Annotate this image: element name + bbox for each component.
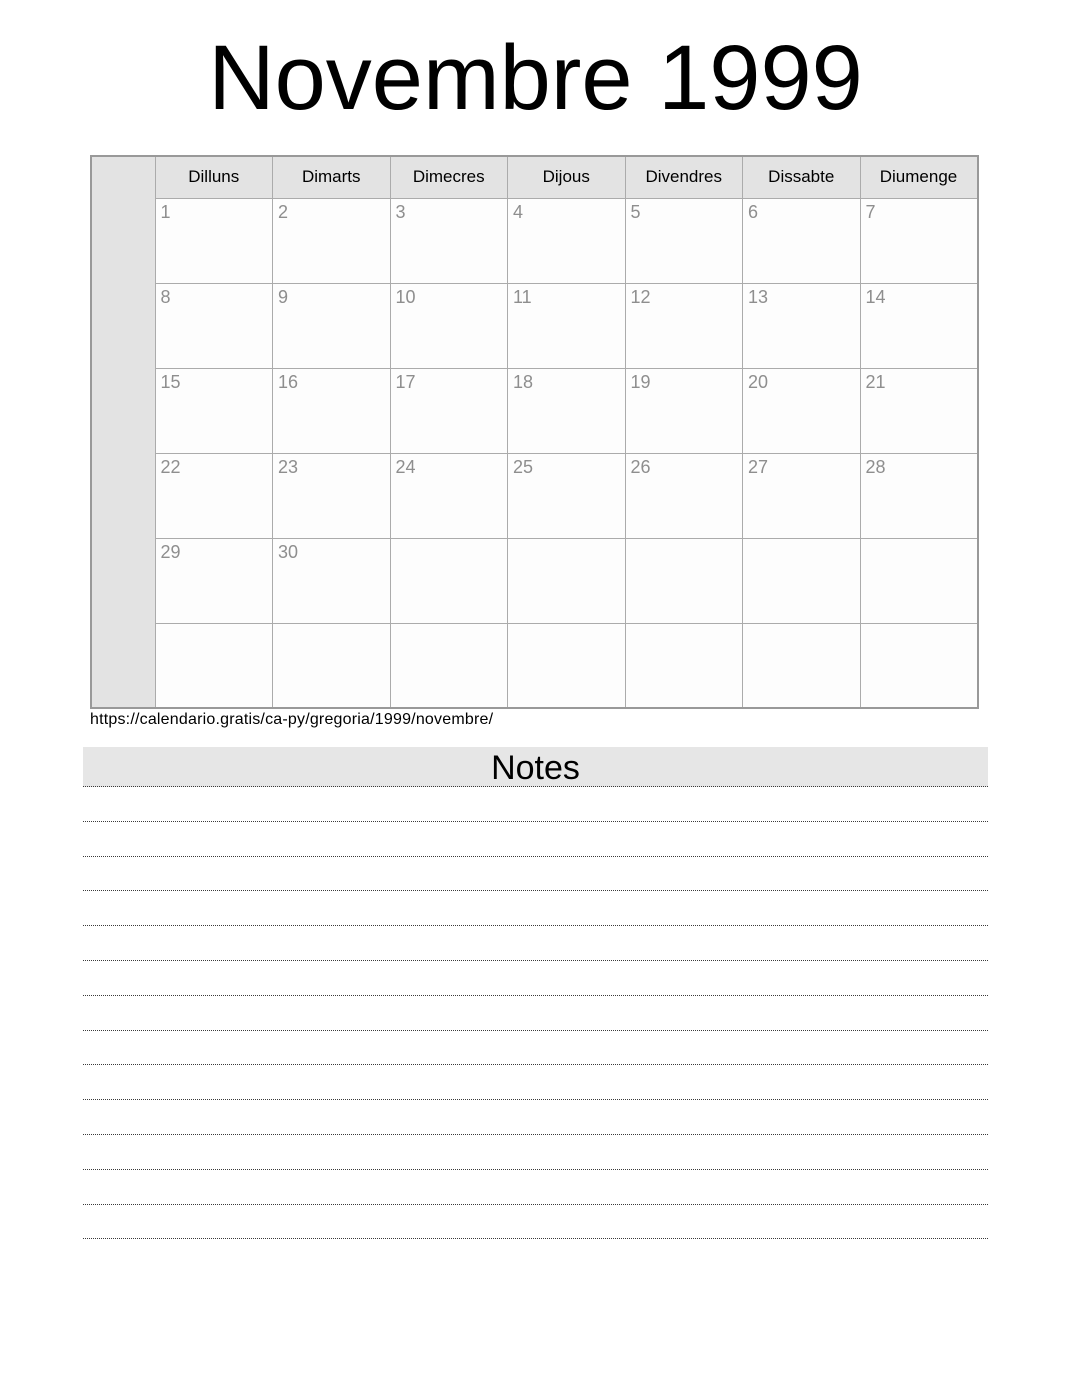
notes-line [83, 1100, 988, 1135]
notes-line [83, 1065, 988, 1100]
week-number-column [91, 156, 155, 708]
day-cell: 11 [508, 283, 626, 368]
day-cell [860, 623, 978, 708]
notes-line [83, 787, 988, 822]
day-cell: 24 [390, 453, 508, 538]
week-row [91, 538, 978, 623]
notes-header [83, 747, 988, 787]
notes-line [83, 926, 988, 961]
day-cell: 26 [625, 453, 743, 538]
day-cell [625, 538, 743, 623]
notes-line [83, 1170, 988, 1205]
day-cell: 10 [390, 283, 508, 368]
day-cell [860, 538, 978, 623]
day-cell: 20 [743, 368, 861, 453]
day-cell: 19 [625, 368, 743, 453]
day-cell: 27 [743, 453, 861, 538]
day-cell [273, 623, 391, 708]
week-row [91, 453, 978, 538]
page-title: Novembre 1999 [208, 27, 863, 129]
notes-line [83, 857, 988, 892]
notes-lines [83, 787, 988, 1239]
day-header-dissabte: Dissabte [743, 156, 861, 198]
day-cell: 25 [508, 453, 626, 538]
day-cell [390, 623, 508, 708]
day-cell: 6 [743, 198, 861, 283]
day-cell: 13 [743, 283, 861, 368]
day-cell: 12 [625, 283, 743, 368]
day-header-dilluns: Dilluns [155, 156, 273, 198]
day-cell [743, 538, 861, 623]
day-cell [625, 623, 743, 708]
notes-line [83, 961, 988, 996]
source-url: https://calendario.gratis/ca-py/gregoria/1999/novembre/ [90, 711, 494, 728]
day-cell: 9 [273, 283, 391, 368]
day-cell: 22 [155, 453, 273, 538]
day-cell: 15 [155, 368, 273, 453]
calendar-grid [90, 155, 979, 709]
week-row [91, 368, 978, 453]
week-row [91, 198, 978, 283]
notes-line [83, 891, 988, 926]
day-header-row [91, 156, 978, 198]
day-cell: 7 [860, 198, 978, 283]
day-cell [508, 623, 626, 708]
notes-line [83, 1205, 988, 1240]
day-cell: 21 [860, 368, 978, 453]
day-header-dimarts: Dimarts [273, 156, 391, 198]
day-cell: 23 [273, 453, 391, 538]
notes-title: Notes [491, 749, 580, 787]
day-cell: 5 [625, 198, 743, 283]
day-header-diumenge: Diumenge [860, 156, 978, 198]
day-cell: 30 [273, 538, 391, 623]
day-cell [390, 538, 508, 623]
day-cell: 3 [390, 198, 508, 283]
day-cell: 17 [390, 368, 508, 453]
day-cell: 2 [273, 198, 391, 283]
day-cell [155, 623, 273, 708]
day-cell: 18 [508, 368, 626, 453]
day-cell [508, 538, 626, 623]
day-cell: 14 [860, 283, 978, 368]
notes-line [83, 1135, 988, 1170]
day-cell: 16 [273, 368, 391, 453]
day-cell: 8 [155, 283, 273, 368]
day-cell [743, 623, 861, 708]
week-row [91, 283, 978, 368]
day-cell: 29 [155, 538, 273, 623]
day-header-dijous: Dijous [508, 156, 626, 198]
day-header-dimecres: Dimecres [390, 156, 508, 198]
notes-line [83, 996, 988, 1031]
day-header-divendres: Divendres [625, 156, 743, 198]
day-cell: 1 [155, 198, 273, 283]
day-cell: 28 [860, 453, 978, 538]
notes-line [83, 822, 988, 857]
day-cell: 4 [508, 198, 626, 283]
week-row [91, 623, 978, 708]
notes-line [83, 1031, 988, 1066]
